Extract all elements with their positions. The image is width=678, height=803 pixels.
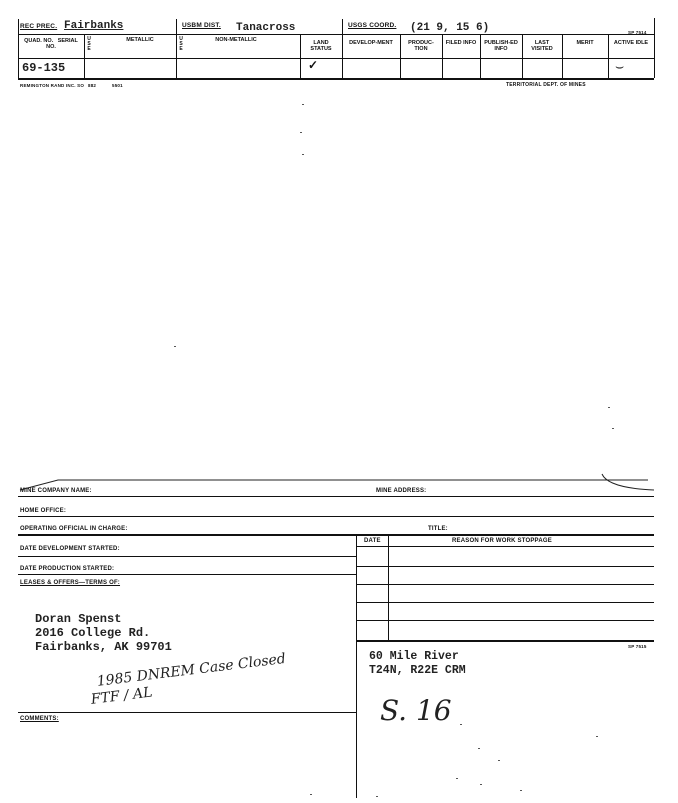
card-torn-edge	[18, 470, 658, 494]
mine-company-label: MINE COMPANY NAME:	[20, 488, 92, 494]
col-merit: MERIT	[576, 40, 594, 46]
land-status-mark: ✓	[308, 58, 319, 72]
operating-official-label: OPERATING OFFICIAL IN CHARGE:	[20, 526, 128, 532]
handwritten-case-note: 1985 DNREM Case Closed	[96, 650, 287, 690]
dept-footer: TERRITORIAL DEPT. OF MINES	[506, 82, 586, 88]
owner-street: 2016 College Rd.	[35, 626, 151, 640]
usgs-coord-value: (21 9, 15 6)	[410, 22, 490, 34]
col-metallic: METALLIC	[126, 37, 154, 43]
usbm-dist-label: USBM DIST.	[182, 22, 221, 29]
owner-city: Fairbanks, AK 99701	[35, 640, 172, 654]
reason-col-label: REASON FOR WORK STOPPAGE	[452, 538, 552, 544]
printer-code-1: 882	[88, 83, 97, 88]
col-active-idle: ACTIVE IDLE	[613, 40, 649, 46]
rec-prec-label: REC PREC.	[20, 23, 58, 30]
form-code-bottom: SP 7515	[628, 644, 647, 649]
owner-address-block	[35, 612, 172, 654]
usgs-coord-label: USGS COORD.	[348, 22, 397, 29]
rule-row-bottom	[18, 78, 654, 80]
handwritten-section: S. 16	[380, 694, 452, 727]
active-idle-mark: ⌣	[615, 58, 625, 74]
col-published-info: PUBLISH-ED INFO	[484, 40, 518, 52]
leases-label: LEASES & OFFERS—TERMS OF:	[20, 580, 121, 586]
col-last-visited: LAST VISITED	[531, 40, 553, 52]
date-development-label: DATE DEVELOPMENT STARTED:	[20, 546, 120, 552]
home-office-label: HOME OFFICE:	[20, 508, 67, 514]
owner-name: Doran Spenst	[35, 612, 122, 626]
col-use-nonmetallic: U S E	[179, 36, 183, 52]
location-block	[369, 650, 466, 678]
location-river: 60 Mile River	[369, 650, 459, 663]
usbm-dist-value: Tanacross	[236, 22, 296, 34]
rule-header-bottom	[18, 58, 654, 59]
comments-label: COMMENTS:	[20, 716, 59, 722]
col-production: PRODUC-TION	[408, 40, 434, 52]
form-code-top: SP 7514	[628, 30, 647, 35]
rule-header-top	[18, 34, 654, 35]
col-filed-info: FILED INFO	[445, 40, 477, 46]
location-township: T24N, R22E CRM	[369, 664, 466, 677]
col-use-metallic: U S E	[87, 36, 91, 52]
mine-address-label: MINE ADDRESS:	[376, 488, 427, 494]
title-label: TITLE:	[428, 526, 448, 532]
printer-footer: REMINGTON RAND INC. SO	[20, 83, 85, 88]
printer-code-2: 5501	[112, 83, 123, 88]
quad-serial-value: 69-135	[22, 61, 66, 75]
date-production-label: DATE PRODUCTION STARTED:	[20, 566, 115, 572]
col-land-status: LAND STATUS	[310, 40, 332, 52]
col-development: DEVELOP-MENT	[349, 40, 393, 46]
col-nonmetallic: NON-METALLIC	[215, 37, 257, 43]
handwritten-initials: FTF / AL	[90, 684, 154, 708]
date-col-label: DATE	[364, 538, 381, 544]
col-quad-serial: QUAD. NO. SERIAL NO.	[24, 38, 78, 50]
rec-prec-value: Fairbanks	[64, 20, 124, 32]
